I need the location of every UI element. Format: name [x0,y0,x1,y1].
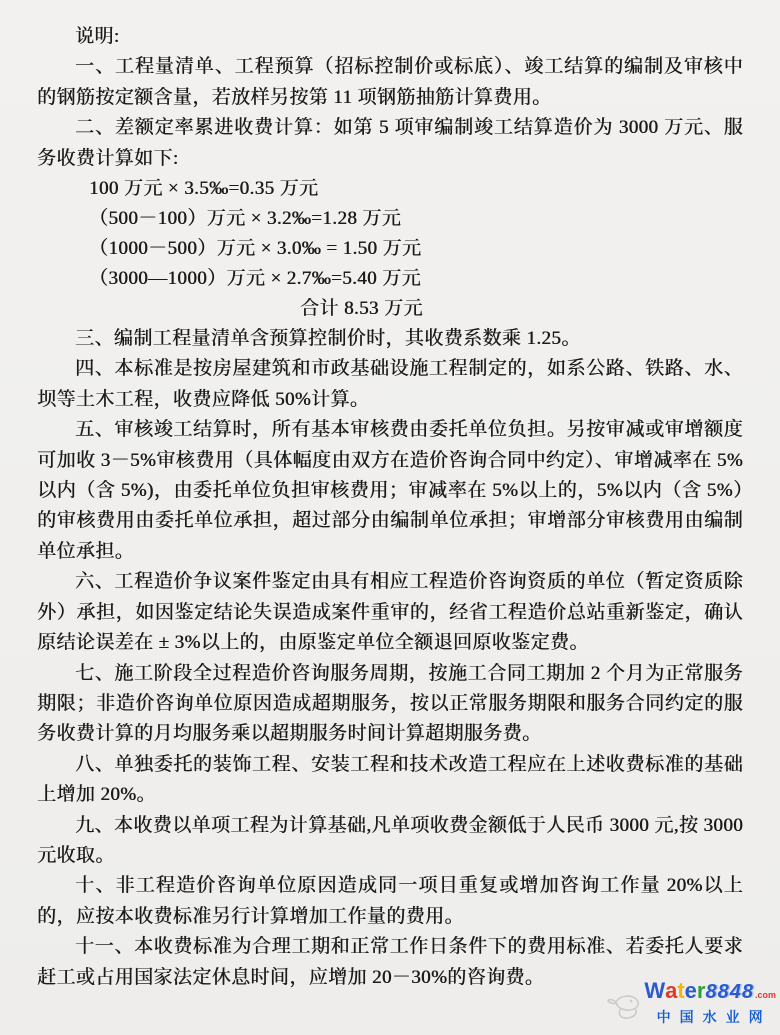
fee-calculation-block [37,174,743,324]
watermark-brand-tld: .com [754,990,776,1000]
doc-paragraph-7: 七、施工阶段全过程造价咨询服务周期，按施工合同工期加 2 个月为正常服务期限；非造价咨询单位原因造成超期服务，按以正常服务期限和服务合同约定的服务收费计算的月均服务乘以超期服务时间计算超期服务费。 [37,662,743,745]
formula-line-3: （1000－500）万元 × 3.0‰ = 1.50 万元 [89,238,422,260]
formula-line-1: 100 万元 × 3.5‰=0.35 万元 [89,178,319,200]
document-content [37,22,743,993]
doc-paragraph-10: 十、非工程造价咨询单位原因造成同一项目重复或增加咨询工作量 20%以上的，应按本收费标准另行计算增加工作量的费用。 [37,875,743,927]
doc-paragraph-8: 八、单独委托的装饰工程、安装工程和技术改造工程应在上述收费标准的基础上增加 20%。 [37,753,743,806]
formula-line-4: （3000—1000）万元 × 2.7‰=5.40 万元 [89,268,421,290]
doc-paragraph-9: 九、本收费以单项工程为计算基础,凡单项收费金额低于人民币 3000 元,按 3000 元收取。 [37,814,743,866]
doc-paragraph-6: 六、工程造价争议案件鉴定由具有相应工程造价咨询资质的单位（暂定资质除外）承担，如因鉴定结论失误造成案件重审的，经省工程造价总站重新鉴定，确认原结论误差在 ± 3%以上的，由原鉴定单位全额退回原收鉴定费。 [37,571,743,654]
doc-paragraph-5: 五、审核竣工结算时，所有基本审核费由委托单位负担。另按审减或审增额度可加收 3－5%审核费用（具体幅度由双方在造价咨询合同中约定）、审增减率在 5%以内（含 5%)，由委托单位负担审核费用；审减率在 5%以上的，5%以内（含 5%）的审核费用由委托单位承担，超过部分由编制单位承担；审增部分审核费用由编制单位承担。 [37,419,743,562]
watermark-site-name: 中国水业网 [656,1009,772,1025]
doc-paragraph-2: 二、差额定率累进收费计算：如第 5 项审编制竣工结算造价为 3000 万元、服务收费计算如下: [37,117,743,169]
watermark-brand-number: 8848 [705,981,754,1003]
formula-total: 合计 8.53 万元 [300,298,423,320]
doc-heading: 说明: [75,26,120,47]
doc-paragraph-4: 四、本标准是按房屋建筑和市政基础设施工程制定的，如系公路、铁路、水、坝等土木工程，收费应降低 50%计算。 [37,358,743,410]
watermark-brand-word: Water [644,978,706,1003]
formula-line-2: （500－100）万元 × 3.2‰=1.28 万元 [89,208,402,230]
watermark [606,980,776,1027]
doc-paragraph-1: 一、工程量清单、工程预算（招标控制价或标底）、竣工结算的编制及审核中的钢筋按定额含量，若放样另按第 11 项钢筋抽筋计算费用。 [37,56,743,108]
watermark-text [644,980,776,1027]
doc-paragraph-3: 三、编制工程量清单含预算控制价时，其收费系数乘 1.25。 [75,328,581,350]
fish-logo-icon [606,988,650,1024]
watermark-brand-line [644,980,776,1006]
doc-paragraph-11: 十一、本收费标准为合理工期和正常工作日条件下的费用标准、若委托人要求赶工或占用国家法定休息时间，应增加 20－30%的咨询费。 [37,936,743,988]
